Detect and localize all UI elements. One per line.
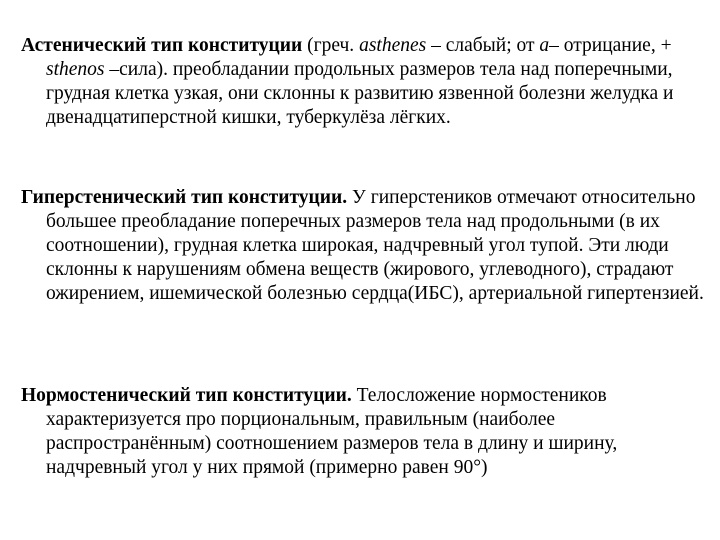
paragraph-body: У гиперстеников отмечают относительно большее преобладание поперечных размеров тела над продольными (в их соотношении), грудная клетка широкая, надчревный угол тупой. Эти люди склонны к нарушениям обмена веществ (жирового, углеводного), страдают ожирением, ишемической болезнью сердца(ИБС), артериальной гипертензией.	[46, 186, 704, 304]
term-asthenic: Астенический тип конституции	[21, 34, 303, 56]
text-segment: –сила). преобладании продольных размеров тела над поперечными, грудная клетка узкая, они склонны к развитию язвенной болезни желудка и двенадцатиперстной кишки, туберкулёза лёгких.	[46, 58, 674, 128]
paragraph-normosthenic	[21, 384, 715, 480]
text-segment: – отрицание, +	[549, 34, 672, 56]
greek-word-sthenos: sthenos	[46, 58, 105, 80]
text-segment: (греч.	[302, 34, 360, 56]
text-segment: – слабый; от	[426, 34, 540, 56]
greek-word-asthenes: asthenes	[359, 34, 427, 56]
term-normosthenic: Нормостенический тип конституции.	[21, 384, 352, 406]
paragraph-asthenic	[21, 34, 715, 130]
greek-prefix-a: а	[539, 34, 550, 56]
term-hypersthenic: Гиперстенический тип конституции.	[21, 186, 348, 208]
paragraph-body: Телосложение нормостеников характеризуется про порциональным, правильным (наиболее распространённым) соотношением размеров тела в длину и ширину, надчревный угол у них прямой (примерно равен 90°)	[46, 384, 618, 478]
paragraph-hypersthenic	[21, 186, 715, 306]
